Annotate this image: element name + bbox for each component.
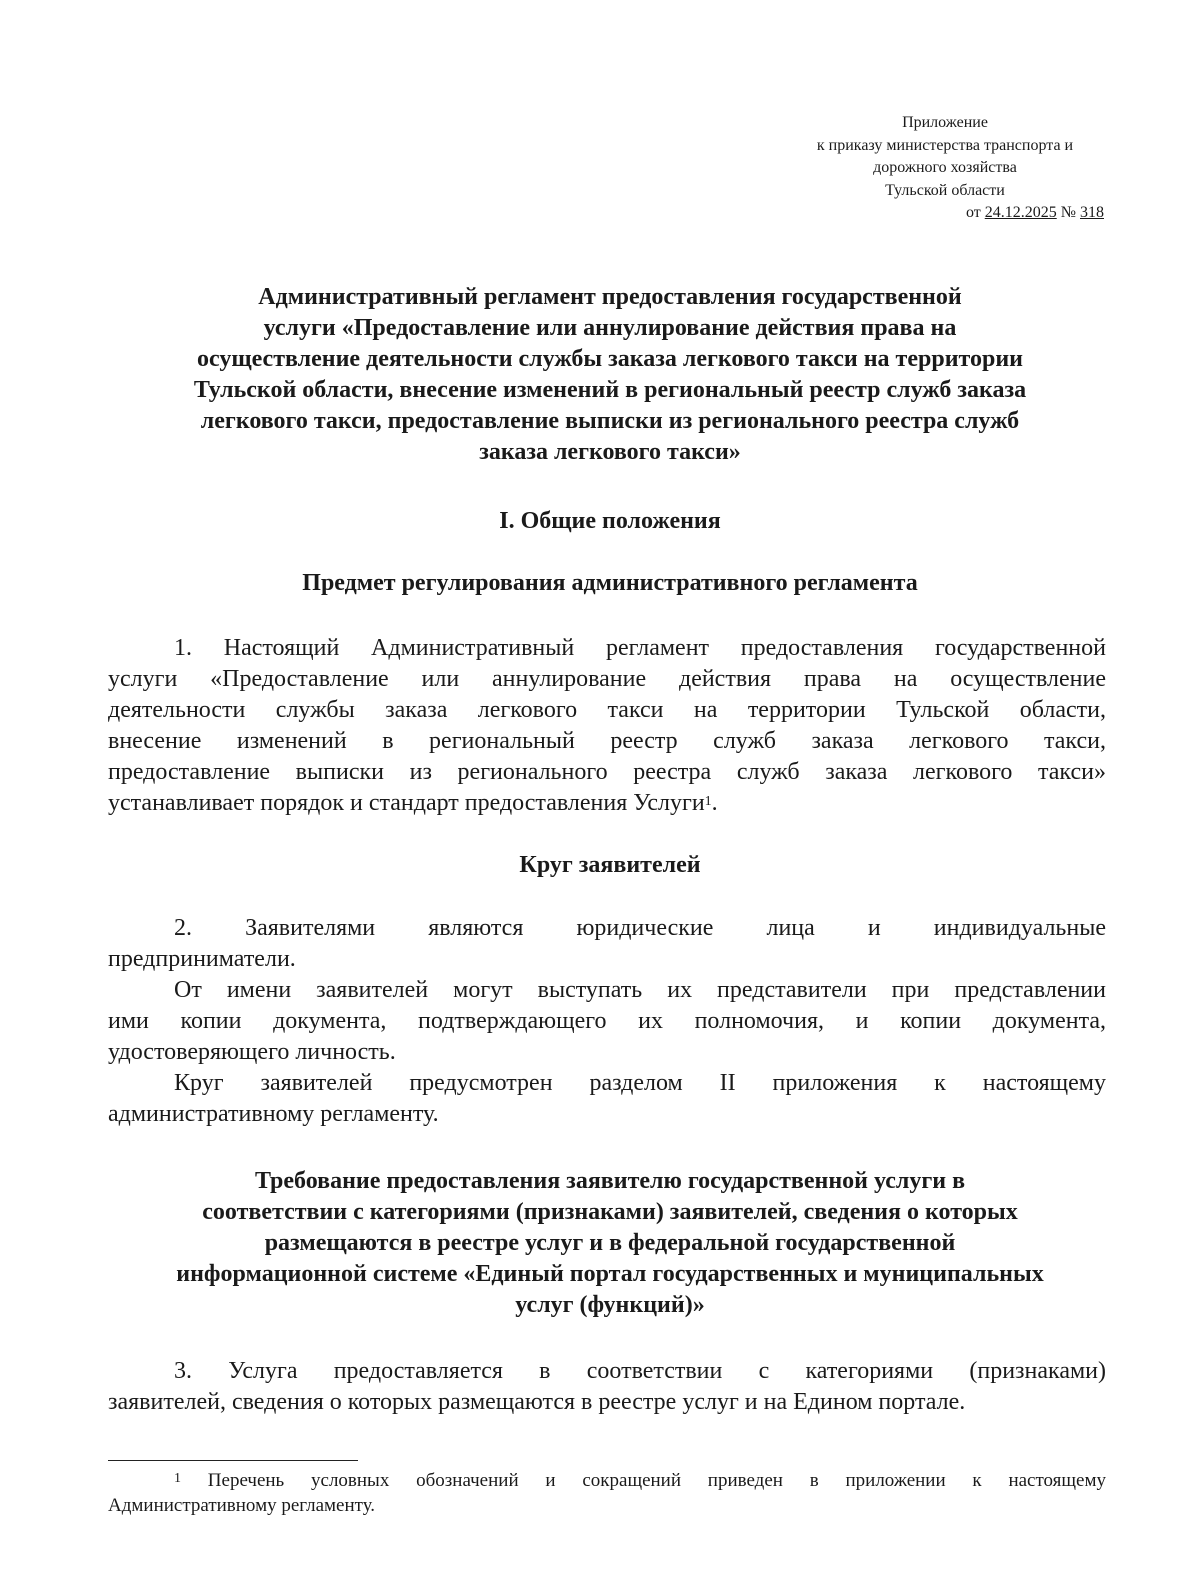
paragraph-line: административному регламенту. — [108, 1101, 439, 1127]
appendix-line: дорожного хозяйства — [873, 159, 1017, 176]
appendix-header — [770, 112, 1120, 225]
paragraph-line: предоставление выписки из регионального реестра служб заказа легкового такси» — [108, 759, 1106, 785]
appendix-date-line — [770, 202, 1120, 225]
paragraph-line: услуги «Предоставление или аннулирование действия права на осуществление — [108, 666, 1106, 692]
paragraph-line: ими копии документа, подтверждающего их полномочия, и копии документа, — [108, 1008, 1106, 1034]
date-prefix: от — [965, 204, 985, 221]
footnote-separator — [108, 1460, 358, 1461]
paragraph-line: предприниматели. — [108, 946, 296, 972]
footnote-line — [108, 1468, 1106, 1493]
paragraph-line: От имени заявителей могут выступать их представители при представлении — [174, 977, 1106, 1003]
document-title — [110, 282, 1110, 468]
title-line: Административный регламент предоставления государственной — [258, 284, 962, 310]
footnote-line: Административному регламенту. — [108, 1495, 376, 1516]
paragraph-line: внесение изменений в региональный реестр служб заказа легкового такси, — [108, 728, 1106, 754]
paragraph-line: 1. Настоящий Административный регламент предоставления государственной — [174, 635, 1106, 661]
paragraph-line: Круг заявителей предусмотрен разделом II приложения к настоящему — [174, 1070, 1106, 1096]
title-line: осуществление деятельности службы заказа легкового такси на территории — [197, 346, 1023, 372]
title-line: Тульской области, внесение изменений в региональный реестр служб заказа — [193, 377, 1027, 403]
order-number: 318 — [1080, 204, 1104, 221]
paragraph-line: заявителей, сведения о которых размещаются в реестре услуг и на Едином портале. — [108, 1389, 966, 1415]
title-line: заказа легкового такси» — [479, 439, 741, 465]
subsection-heading-subject — [110, 568, 1110, 599]
subsection-heading-text: Круг заявителей — [519, 852, 701, 878]
subsection-line: соответствии с категориями (признаками) заявителей, сведения о которых — [202, 1199, 1018, 1225]
order-date: 24.12.2025 — [984, 204, 1057, 221]
subsection-line: Требование предоставления заявителю государственной услуги в — [254, 1168, 966, 1194]
paragraph-1 — [108, 633, 1106, 819]
appendix-line: Тульской области — [885, 181, 1005, 199]
appendix-line: к приказу министерства транспорта и — [816, 136, 1074, 154]
paragraph-text: устанавливает порядок и стандарт предоставления Услуги — [108, 790, 705, 816]
appendix-line: Приложение — [902, 114, 988, 131]
paragraph-3 — [108, 1356, 1106, 1418]
paragraph-line: деятельности службы заказа легкового такси на территории Тульской области, — [108, 697, 1106, 723]
subsection-heading-text: Предмет регулирования административного регламента — [302, 570, 918, 596]
subsection-line: информационной системе «Единый портал государственных и муниципальных — [176, 1261, 1044, 1287]
section-heading — [110, 506, 1110, 537]
paragraph-2 — [108, 913, 1106, 1130]
footnote-marker: 1 — [174, 1471, 181, 1486]
title-line: легкового такси, предоставление выписки из регионального реестра служб — [200, 408, 1020, 434]
footnote — [108, 1468, 1106, 1518]
section-heading-text: I. Общие положения — [499, 508, 721, 534]
subsection-heading-requirement — [110, 1166, 1110, 1321]
number-prefix: № — [1056, 204, 1080, 221]
subsection-line: услуг (функций)» — [515, 1292, 705, 1318]
footnote-text: Перечень условных обозначений и сокращений приведен в приложении к настоящему — [181, 1470, 1106, 1491]
paragraph-line: удостоверяющего личность. — [108, 1039, 396, 1065]
paragraph-line: 2. Заявителями являются юридические лица и индивидуальные — [174, 915, 1106, 941]
subsection-heading-applicants — [110, 850, 1110, 881]
footnote-ref[interactable]: 1 — [704, 794, 712, 809]
paragraph-line-last — [108, 788, 1106, 819]
title-line: услуги «Предоставление или аннулирование действия права на — [263, 315, 957, 341]
paragraph-line: 3. Услуга предоставляется в соответствии с категориями (признаками) — [174, 1358, 1106, 1384]
subsection-line: размещаются в реестре услуг и в федеральной государственной — [264, 1230, 956, 1256]
paragraph-text: . — [711, 790, 718, 816]
